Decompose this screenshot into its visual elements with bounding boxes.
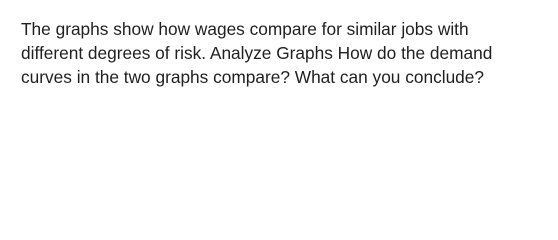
question-line-3: curves in the two graphs compare? What can you conclude? [21,67,485,87]
question-line-2: different degrees of risk. Analyze Graphs How do the demand [21,43,493,63]
question-text [21,17,541,89]
question-line-1: The graphs show how wages compare for similar jobs with [21,19,469,39]
